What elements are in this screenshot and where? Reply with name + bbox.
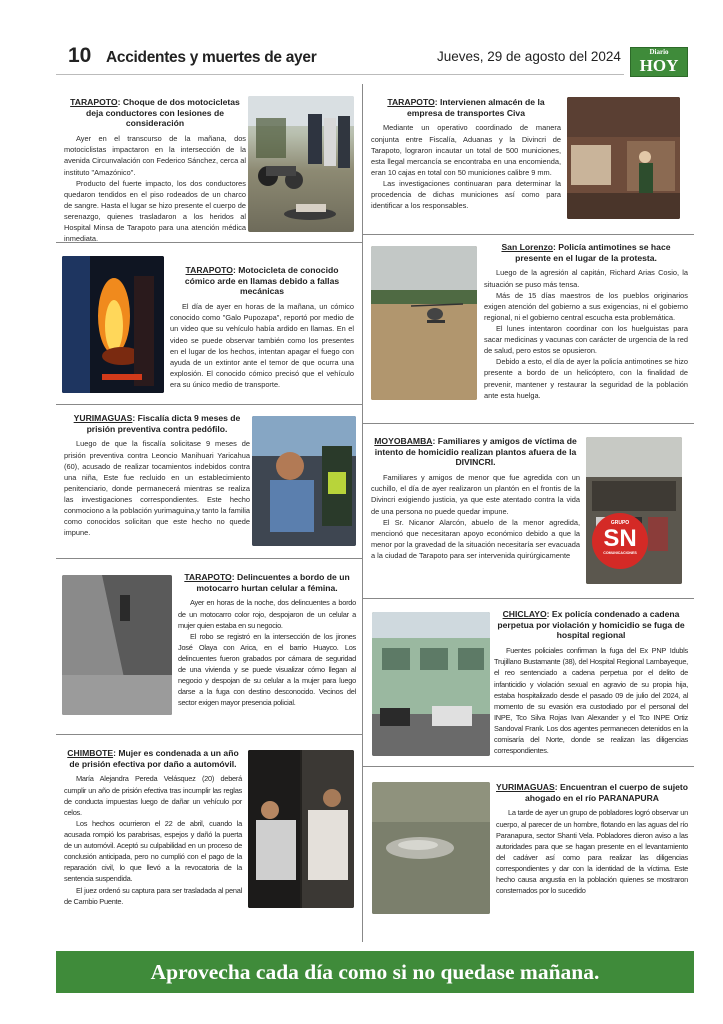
article-chiclayo bbox=[494, 609, 688, 756]
article-place: YURIMAGUAS bbox=[73, 413, 133, 423]
article-title: : Mujer es condenada a un año de prisión efectiva por daño a automóvil. bbox=[69, 748, 239, 769]
divider bbox=[363, 423, 694, 424]
photo-warehouse bbox=[567, 97, 680, 219]
article-paragraph: El lunes intentaron coordinar con los huelguistas para sacar medicinas y vacunas con carácter de urgencia de la red de salud, pero estos se opusieron. bbox=[484, 324, 688, 356]
article-tarapoto-civa bbox=[371, 97, 561, 211]
article-paragraph: Familiares y amigos de menor que fue agredida con un cuchillo, el día de ayer realizaron un plantón en el frontis de la Divincri exigiendo justicia, ya que este atentado contra la vida de una persona no puede quedar impune. bbox=[371, 473, 580, 516]
article-title: : Policía antimotines se hace presente en el lugar de la protesta. bbox=[515, 242, 671, 263]
article-title: : Encuentran el cuerpo de sujeto ahogado en el río PARANAPURA bbox=[524, 782, 688, 803]
article-chimbote bbox=[64, 748, 242, 907]
divider bbox=[56, 558, 362, 559]
article-title: : Ex policía condenado a cadena perpetua por violación y homicidio se fuga de hospital regional bbox=[497, 609, 685, 641]
photo-cctv-robbery-art bbox=[62, 575, 172, 715]
article-paragraph: Ayer en el transcurso de la mañana, dos motociclistas impactaron en la intersección de la avenida Circunvalación con Federico Sánchez, cerca al instituto "Amazónico". bbox=[64, 134, 246, 177]
article-place: YURIMAGUAS bbox=[496, 782, 555, 792]
article-paragraph: Los hechos ocurrieron el 22 de abril, cuando la acusada rompió los parabrisas, espejos y dañó la puerta de un automóvil. Aceptó su culpabilidad en un proceso de conclusión anticipada, pero no cumplió con el pago de la reparación civil, lo que llevó a la revocatoria de la sentencia suspendida. bbox=[64, 818, 242, 884]
article-place: TARAPOTO bbox=[184, 572, 232, 582]
article-paragraph: El Sr. Nicanor Alarcón, abuelo de la menor agredida, mencionó que necesitaran apoyo económico debido a que la menor por la gravedad de la situación necesitaría ser evacuada a la ciudad de Tarapoto para ser intervenida quirúrgicamente bbox=[371, 517, 580, 560]
article-paragraph: La tarde de ayer un grupo de pobladores logró observar un cuerpo, al parecer de un hombre, flotando en las aguas del río Paranapura, sector Shanti Vela. Pobladores dieron aviso a las autoridades para que se hagan presente en el levantamiento del cadáver así como para realizar las diligencias correspondientes y dar con la identidad de la víctima. Este hecho causa angustia en la población quienes se mostraron consternados por lo sucedido bbox=[496, 808, 688, 896]
photo-motorcycle-crash bbox=[248, 96, 354, 232]
photo-detainee bbox=[252, 416, 356, 546]
photo-detainee-art bbox=[252, 416, 356, 546]
article-place: San Lorenzo bbox=[501, 242, 554, 252]
photo-river-art bbox=[372, 782, 490, 914]
article-place: TARAPOTO bbox=[185, 265, 233, 275]
photo-helicopter bbox=[371, 246, 477, 400]
article-paragraph: Luego de la agresión al capitán, Richard Arias Cosio, la situación se puso más tensa. bbox=[484, 268, 688, 289]
article-paragraph: Mediante un operativo coordinado de manera conjunta entre Fiscalía, Aduanas y la Divincri de Tarapoto, lograron incautar un total de 500 municiones, esta llegal mercancía se encontraba en una encomienda, eran 10 cajas en total con 50 municiones calibre 9 mm. bbox=[371, 123, 561, 177]
photo-river-body bbox=[372, 782, 490, 914]
article-title: : Motocicleta de conocido cómico arde en llamas debido a fallas mecánicas bbox=[184, 265, 340, 297]
article-title: : Choque de dos motocicletas deja conductores con lesiones de consideración bbox=[85, 97, 240, 129]
sn-watermark bbox=[592, 513, 648, 569]
article-paragraph: María Alejandra Pereda Velásquez (20) deberá cumplir un año de prisión efectiva tras incumplir las reglas de conducta impuestas luego de dañar un vehículo por celos. bbox=[64, 774, 242, 817]
article-paragraph: Ayer en horas de la noche, dos delincuentes a bordo de un motocarro color rojo, despojaron de un celular a mujer quien estaba en su negocio. bbox=[178, 598, 356, 630]
watermark-top: GRUPO bbox=[610, 520, 630, 526]
header-rule bbox=[56, 74, 624, 75]
article-paragraph: Producto del fuerte impacto, los dos conductores quedaron tendidos en el piso rodeados de un charco de sangre. Hasta el lugar se hizo presente el cuerpo de serenazgo, quienes trasladaron a los heridos al Hospital Minsa de Tarapoto para una atención médica inmediata. bbox=[64, 178, 246, 244]
article-paragraph: El robo se registró en la intersección de los jirones José Olaya con Arica, en el barrio Huayco. Los delincuentes fueron grabados por cámara de seguridad de una vivienda y se puede visualizar cómo llegan al negocio y despojan de su celular a la mujer para luego darse a la fuga con destino desconocido. Vecinos del sector exigen mayor presencia policial. bbox=[178, 631, 356, 708]
article-tarapoto-choque bbox=[64, 97, 246, 244]
watermark-mark: SN bbox=[603, 525, 637, 552]
divider bbox=[56, 734, 362, 735]
photo-cctv-robbery bbox=[62, 575, 172, 715]
divider bbox=[56, 404, 362, 405]
article-place: TARAPOTO bbox=[387, 97, 435, 107]
divider bbox=[363, 234, 694, 235]
article-title: : Delincuentes a bordo de un motocarro hurtan celular a fémina. bbox=[196, 572, 350, 593]
photo-hospital-art bbox=[372, 612, 490, 756]
logo-big-text: HOY bbox=[639, 56, 679, 75]
article-paragraph: El juez ordenó su captura para ser trasladada al penal de Cambio Puente. bbox=[64, 885, 242, 906]
article-place: CHICLAYO bbox=[502, 609, 547, 619]
article-place: CHIMBOTE bbox=[67, 748, 114, 758]
article-yurimaguas-rio bbox=[496, 782, 688, 896]
column-divider bbox=[362, 84, 363, 942]
article-paragraph: Las investigaciones continuaran para determinar la procedencia de dichas municiones así como para identificar a los responsables. bbox=[371, 179, 561, 211]
photo-protest-divincri bbox=[586, 437, 682, 584]
page-number: 10 bbox=[68, 44, 92, 67]
photo-motorcycle-fire bbox=[62, 256, 164, 393]
article-paragraph: Debido a esto, el día de ayer la policía antimotines se hizo presente a bordo de un helicóptero, con la finalidad de prevenir, mantener y restaurar la seguridad de la población ante esta huelga. bbox=[484, 357, 688, 400]
article-yurimaguas-fiscalia bbox=[64, 413, 250, 538]
photo-motorcycle-crash-art bbox=[248, 96, 354, 232]
article-title: : Familiares y amigos de víctima de intento de homicidio realizan plantos afuera de la DIVINCRI. bbox=[374, 436, 577, 468]
photo-warehouse-art bbox=[567, 97, 680, 219]
section-title: Accidentes y muertes de ayer bbox=[106, 49, 317, 66]
article-title: : Fiscalía dicta 9 meses de prisión preventiva contra pedófilo. bbox=[86, 413, 241, 434]
article-paragraph: El día de ayer en horas de la mañana, un cómico conocido como "Galo Pupozapa", reportó por medio de un video que su vehículo había ardido en llamas. En el video se puede observar también como los presentes en el lugar de los hechos, intentan apagar el fuego con ayuda de un extintor ante el temor de que ocurra una explosión. El conocido cómico precisó que el vehículo era su único medio de transporte. bbox=[170, 302, 354, 389]
photo-damaged-car bbox=[248, 750, 354, 908]
photo-helicopter-art bbox=[371, 246, 477, 400]
footer-slogan: Aprovecha cada día como si no quedase mañana. bbox=[56, 951, 694, 993]
article-place: TARAPOTO bbox=[70, 97, 118, 107]
article-place: MOYOBAMBA bbox=[374, 436, 433, 446]
article-san-lorenzo bbox=[484, 242, 688, 401]
photo-damaged-car-art bbox=[248, 750, 354, 908]
newspaper-logo bbox=[630, 47, 688, 77]
photo-regional-hospital bbox=[372, 612, 490, 756]
logo-small-text: Diario bbox=[649, 48, 669, 56]
watermark-bottom: COMUNICACIONES bbox=[603, 551, 637, 555]
divider bbox=[363, 766, 694, 767]
photo-motorcycle-fire-art bbox=[62, 256, 164, 393]
article-tarapoto-celular bbox=[178, 572, 356, 709]
article-title: : Intervienen almacén de la empresa de transportes Civa bbox=[407, 97, 545, 118]
article-moyobamba bbox=[371, 436, 580, 561]
divider bbox=[363, 598, 694, 599]
issue-date: Jueves, 29 de agosto del 2024 bbox=[437, 49, 621, 64]
article-paragraph: Luego de que la fiscalía solicitase 9 meses de prisión preventiva contra Leoncio Manihuari Yaricahua (60), acusado de realizar tocamientos indebidos contra una niña, Este fue recluido en un establecimiento penitenciario, donde permanecerá mientras se realiza las investigaciones correspondientes. Este hecho conmociono a la población yurimaguina,y tanto la familia como conocidos solicitan que este hecho no quede impune. bbox=[64, 439, 250, 538]
article-paragraph: Fuentes policiales confirman la fuga del Ex PNP Idubls Trujillano Bustamante (38), del Hospital Regional Lambayeque, el reo sentenciado a cadena perpetua por el delito de infanticidio y violación sexual en agravio de su propia hija, estaba hospitalizado desde el pasado 09 de julio del 2024, al momento de su evasión era custodiado por el personal del INPE, Tco Silva Rojas Ivan Alexander y el Tco INPE Ortiz Sandoval Frank. Los dos agentes permanecen detenidos en la comisaría del Norte, donde se realizan las diligencias correspondientes. bbox=[494, 646, 688, 756]
article-paragraph: Más de 15 días maestros de los pueblos originarios exigen atención del gobierno a sus exigencias, ni el gobierno regional, ni el gobierno central escucha esta problemática. bbox=[484, 290, 688, 322]
article-tarapoto-comico bbox=[170, 265, 354, 390]
